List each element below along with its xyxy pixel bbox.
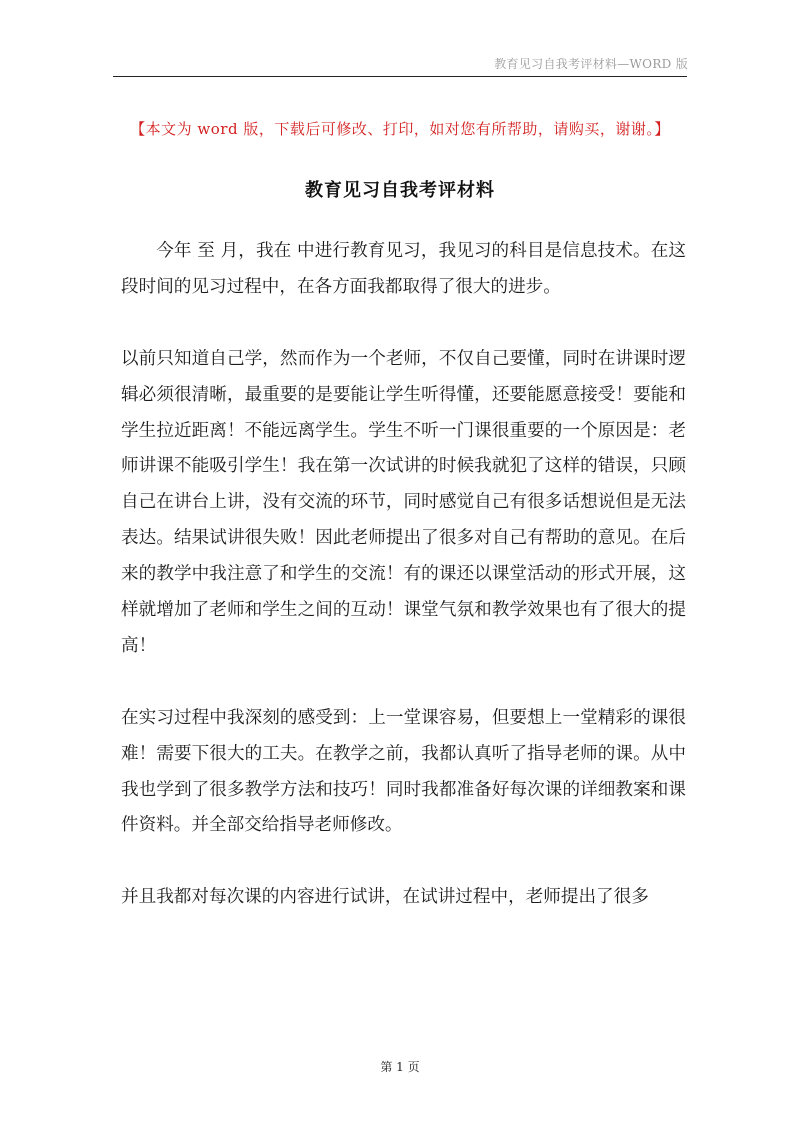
paragraph-2: 以前只知道自己学，然而作为一个老师，不仅自己要懂，同时在讲课时逻辑必须很清晰，最重要的是要能让学生听得懂，还要能愿意接受！要能和学生拉近距离！不能远离学生。学生不听一门课很重要的一个原因是：老师讲课不能吸引学生！我在第一次试讲的时候我就犯了这样的错误，只顾自己在讲台上讲，没有交流的环节，同时感觉自己有很多话想说但是无法表达。结果试讲很失败！因此老师提出了很多对自己有帮助的意见。在后来的教学中我注意了和学生的交流！有的课还以课堂活动的形式开展，这样就增加了老师和学生之间的互动！课堂气氛和教学效果也有了很大的提高！ <box>121 348 686 656</box>
paragraph-3: 在实习过程中我深刻的感受到：上一堂课容易，但要想上一堂精彩的课很难！需要下很大的工夫。在教学之前，我都认真听了指导老师的课。从中我也学到了很多教学方法和技巧！同时我都准备好每次课的详细教案和课件资料。并全部交给指导老师修改。 <box>121 707 686 836</box>
paragraph-1: 今年 至 月，我在 中进行教育见习，我见习的科目是信息技术。在这段时间的见习过程中，在各方面我都取得了很大的进步。 <box>121 241 686 297</box>
header-divider <box>113 76 687 77</box>
document-body <box>121 234 686 916</box>
paragraph-gap <box>121 306 686 342</box>
paragraph-gap <box>121 844 686 880</box>
page-number: 第 1 页 <box>380 1060 420 1074</box>
download-notice: 【本文为 word 版，下载后可修改、打印，如对您有所帮助，请购买，谢谢。】 <box>130 120 670 138</box>
running-header-title: 教育见习自我考评材料—WORD 版 <box>494 57 688 71</box>
paragraph-4: 并且我都对每次课的内容进行试讲，在试讲过程中，老师提出了很多 <box>121 887 649 908</box>
paragraph-gap <box>121 665 686 701</box>
document-title: 教育见习自我考评材料 <box>305 180 495 201</box>
